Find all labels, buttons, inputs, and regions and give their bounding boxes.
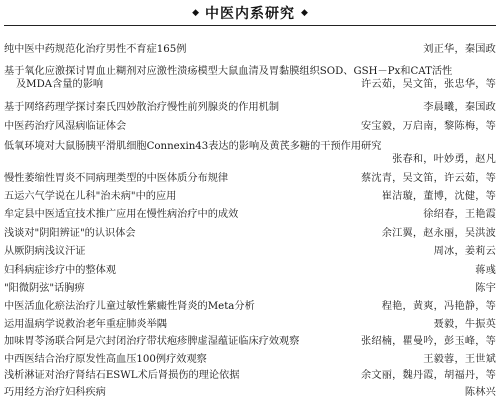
article-authors: 蒋彧	[475, 265, 496, 276]
toc-entry[interactable]	[4, 190, 496, 203]
article-title: 基于网络药理学探讨秦氏四妙散治疗慢性前列腺炎的作用机制	[4, 102, 280, 113]
toc-entry[interactable]	[4, 386, 496, 399]
toc-entry[interactable]	[4, 227, 496, 240]
toc-entry[interactable]	[4, 43, 496, 56]
article-authors: 王毅蓉，王世斌	[423, 354, 496, 365]
toc-entry[interactable]	[4, 282, 496, 295]
toc-entry[interactable]	[4, 172, 496, 185]
article-authors: 徐绍春，王艳霞	[423, 209, 496, 220]
toc-entry[interactable]	[4, 140, 496, 166]
diamond-icon: ◆	[301, 7, 308, 18]
toc-entry[interactable]	[4, 65, 496, 91]
article-title: 中西医结合治疗原发性高血压100例疗效观察	[4, 354, 207, 365]
article-authors: 蔡沈青，吴文笛，许云茹，等	[360, 173, 496, 184]
article-title: 从厥阴病浅议汗证	[4, 246, 86, 257]
section-divider	[4, 25, 496, 26]
section-header	[0, 2, 500, 24]
toc-entry[interactable]	[4, 318, 496, 331]
toc-entry[interactable]	[4, 208, 496, 221]
article-title: 浅谈对"阴阳辨证"的认识体会	[4, 228, 136, 239]
section-title: 中医内系研究	[205, 6, 295, 22]
article-title: 中医药治疗风湿病临证体会	[4, 121, 127, 132]
toc-entry[interactable]	[4, 353, 496, 366]
article-title: 牟定县中医适宜技术推广应用在慢性病治疗中的成效	[4, 209, 239, 220]
article-title: 浅析淋证对治疗肾结石ESWL术后肾损伤的理论依据	[4, 370, 240, 381]
article-authors: 余文丽，魏丹霞，胡福丹，等	[360, 370, 496, 381]
article-title: 中医活血化瘀法治疗儿童过敏性紫癜性肾炎的Meta分析	[4, 301, 255, 312]
article-title: 低氧环境对大鼠肠胰平滑肌细胞Connexin43表达的影响及黄芪多糖的干预作用研究	[4, 141, 382, 152]
article-authors: 刘正华，秦国政	[423, 44, 496, 55]
toc-entry[interactable]	[4, 335, 496, 348]
article-title: 巧用经方治疗妇科疾病	[4, 387, 106, 398]
toc-entry[interactable]	[4, 300, 496, 313]
article-authors: 崔洁璇，董博，沈健，等	[381, 191, 496, 202]
article-authors: 许云茹，吴文笛，张忠华，等	[360, 79, 496, 90]
article-title: 加味胃苓汤联合阿是穴封闭治疗带状疱疹脾虚湿蕴证临床疗效观察	[4, 336, 300, 347]
article-authors: 聂毅，牛振英	[433, 319, 496, 330]
article-authors: 张春和，叶妙勇，赵凡	[392, 154, 496, 165]
article-authors: 陈宇	[475, 283, 496, 294]
toc-entry[interactable]	[4, 245, 496, 258]
article-title: 运用温病学说救治老年重症肺炎举隅	[4, 319, 167, 330]
toc-entry[interactable]	[4, 101, 496, 114]
diamond-icon: ◆	[192, 7, 199, 18]
article-title: "阳微阴弦"话胸痹	[4, 283, 85, 294]
article-authors: 余江翼，赵永丽，吴洪波	[381, 228, 496, 239]
article-authors: 周冰，姜莉云	[433, 246, 496, 257]
toc-entry[interactable]	[4, 264, 496, 277]
article-authors: 陈林兴	[464, 387, 496, 398]
article-title: 基于氧化应激探讨胃血止糊剂对应激性溃疡模型大鼠血清及胃黏膜组织SOD、GSH－Px和CAT活性	[4, 66, 453, 77]
article-title: 妇科病症诊疗中的整体观	[4, 265, 117, 276]
article-authors: 程艳，黄爽，冯艳静，等	[381, 301, 496, 312]
toc-entry[interactable]	[4, 369, 496, 382]
article-title: 慢性萎缩性胃炎不同病理类型的中医体质分布规律	[4, 173, 229, 184]
article-authors: 李晨曦，秦国政	[423, 102, 496, 113]
article-title-continued: 及MDA含量的影响	[16, 79, 104, 90]
article-authors: 安宝毅，万启南，黎陈梅，等	[360, 121, 496, 132]
toc-entry[interactable]	[4, 120, 496, 133]
article-title: 纯中医中药规范化治疗男性不育症165例	[4, 44, 187, 55]
article-authors: 张绍楠，瞿曼吟，彭玉峰，等	[360, 336, 496, 347]
article-title: 五运六气学说在儿科"治未病"中的应用	[4, 191, 177, 202]
